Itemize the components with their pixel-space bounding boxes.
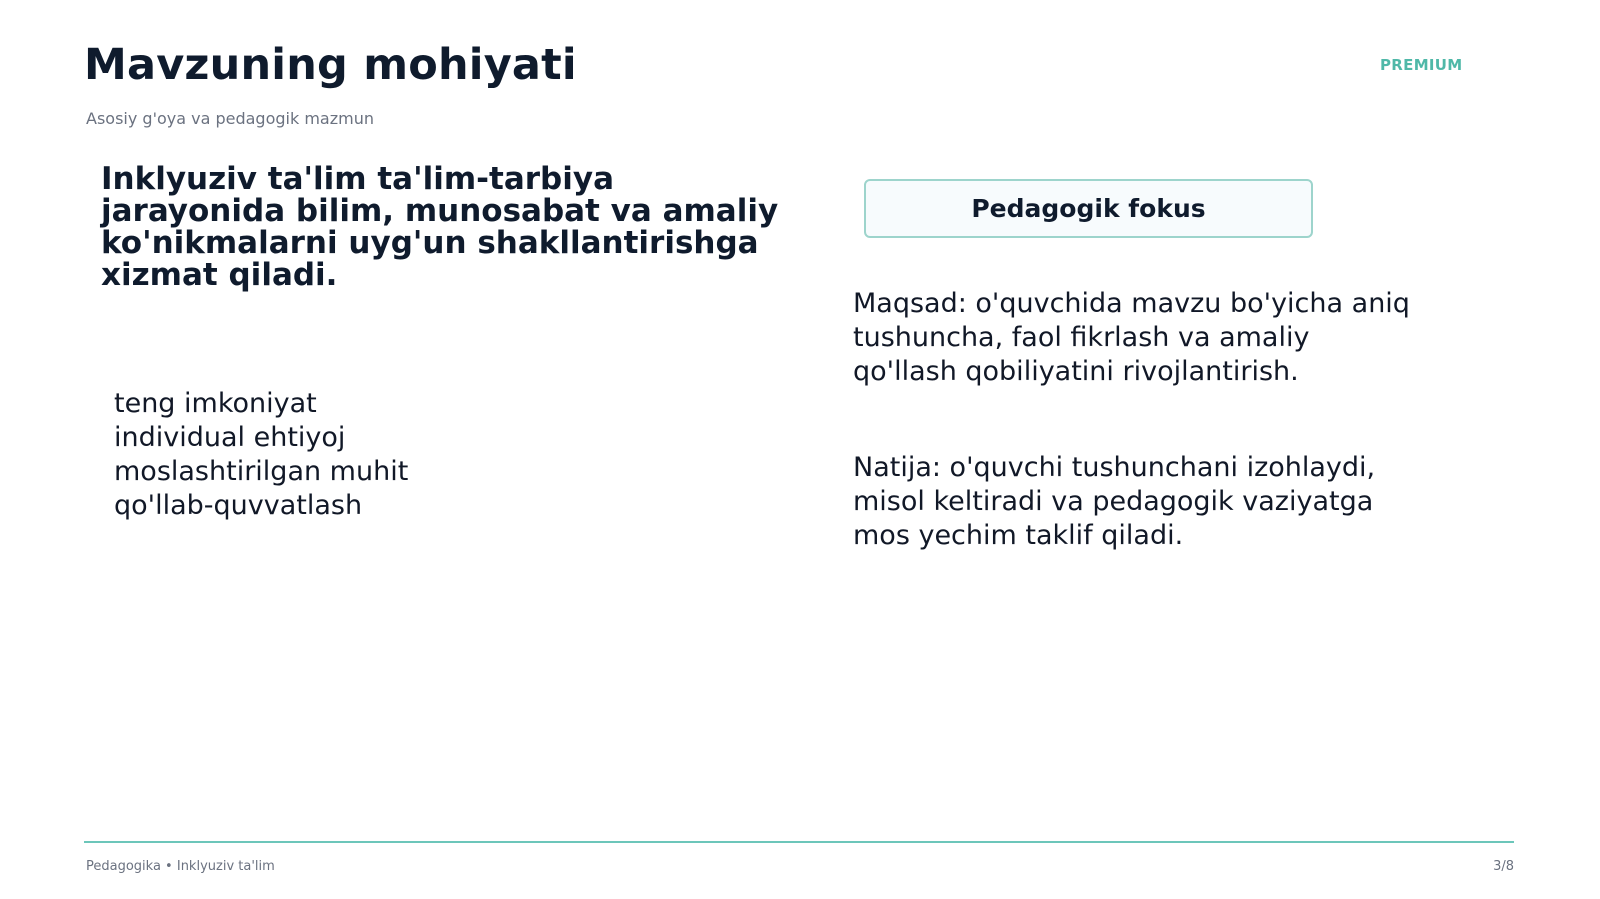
footer-divider xyxy=(84,841,1514,843)
result-paragraph: Natija: o'quvchi tushunchani izohlaydi, misol keltiradi va pedagogik vaziyatga mos yechim taklif qiladi. xyxy=(853,452,1376,551)
pedagogical-focus-box xyxy=(864,179,1313,238)
keyword-item: individual ehtiyoj xyxy=(114,422,346,453)
goal-paragraph: Maqsad: o'quvchida mavzu bo'yicha aniq tushuncha, faol fikrlash va amaliy qo'llash qobiliyatini rivojlantirish. xyxy=(853,288,1410,387)
focus-label: Pedagogik fokus xyxy=(971,194,1206,223)
keyword-item: moslashtirilgan muhit xyxy=(114,456,409,487)
keyword-list xyxy=(114,387,408,523)
keyword-item: teng imkoniyat xyxy=(114,388,317,419)
footer-caption: Pedagogika • Inklyuziv ta'lim xyxy=(86,859,275,874)
page-number: 3/8 xyxy=(1493,859,1514,874)
keyword-item: qo'llab-quvvatlash xyxy=(114,490,363,521)
premium-badge: PREMIUM xyxy=(1380,56,1463,74)
page-subtitle: Asosiy g'oya va pedagogik mazmun xyxy=(86,109,374,128)
page-title: Mavzuning mohiyati xyxy=(84,40,577,90)
lead-statement: Inklyuziv ta'lim ta'lim-tarbiya jarayonida bilim, munosabat va amaliy ko'nikmalarni uyg'un shakllantirishga xizmat qiladi. xyxy=(101,161,779,293)
